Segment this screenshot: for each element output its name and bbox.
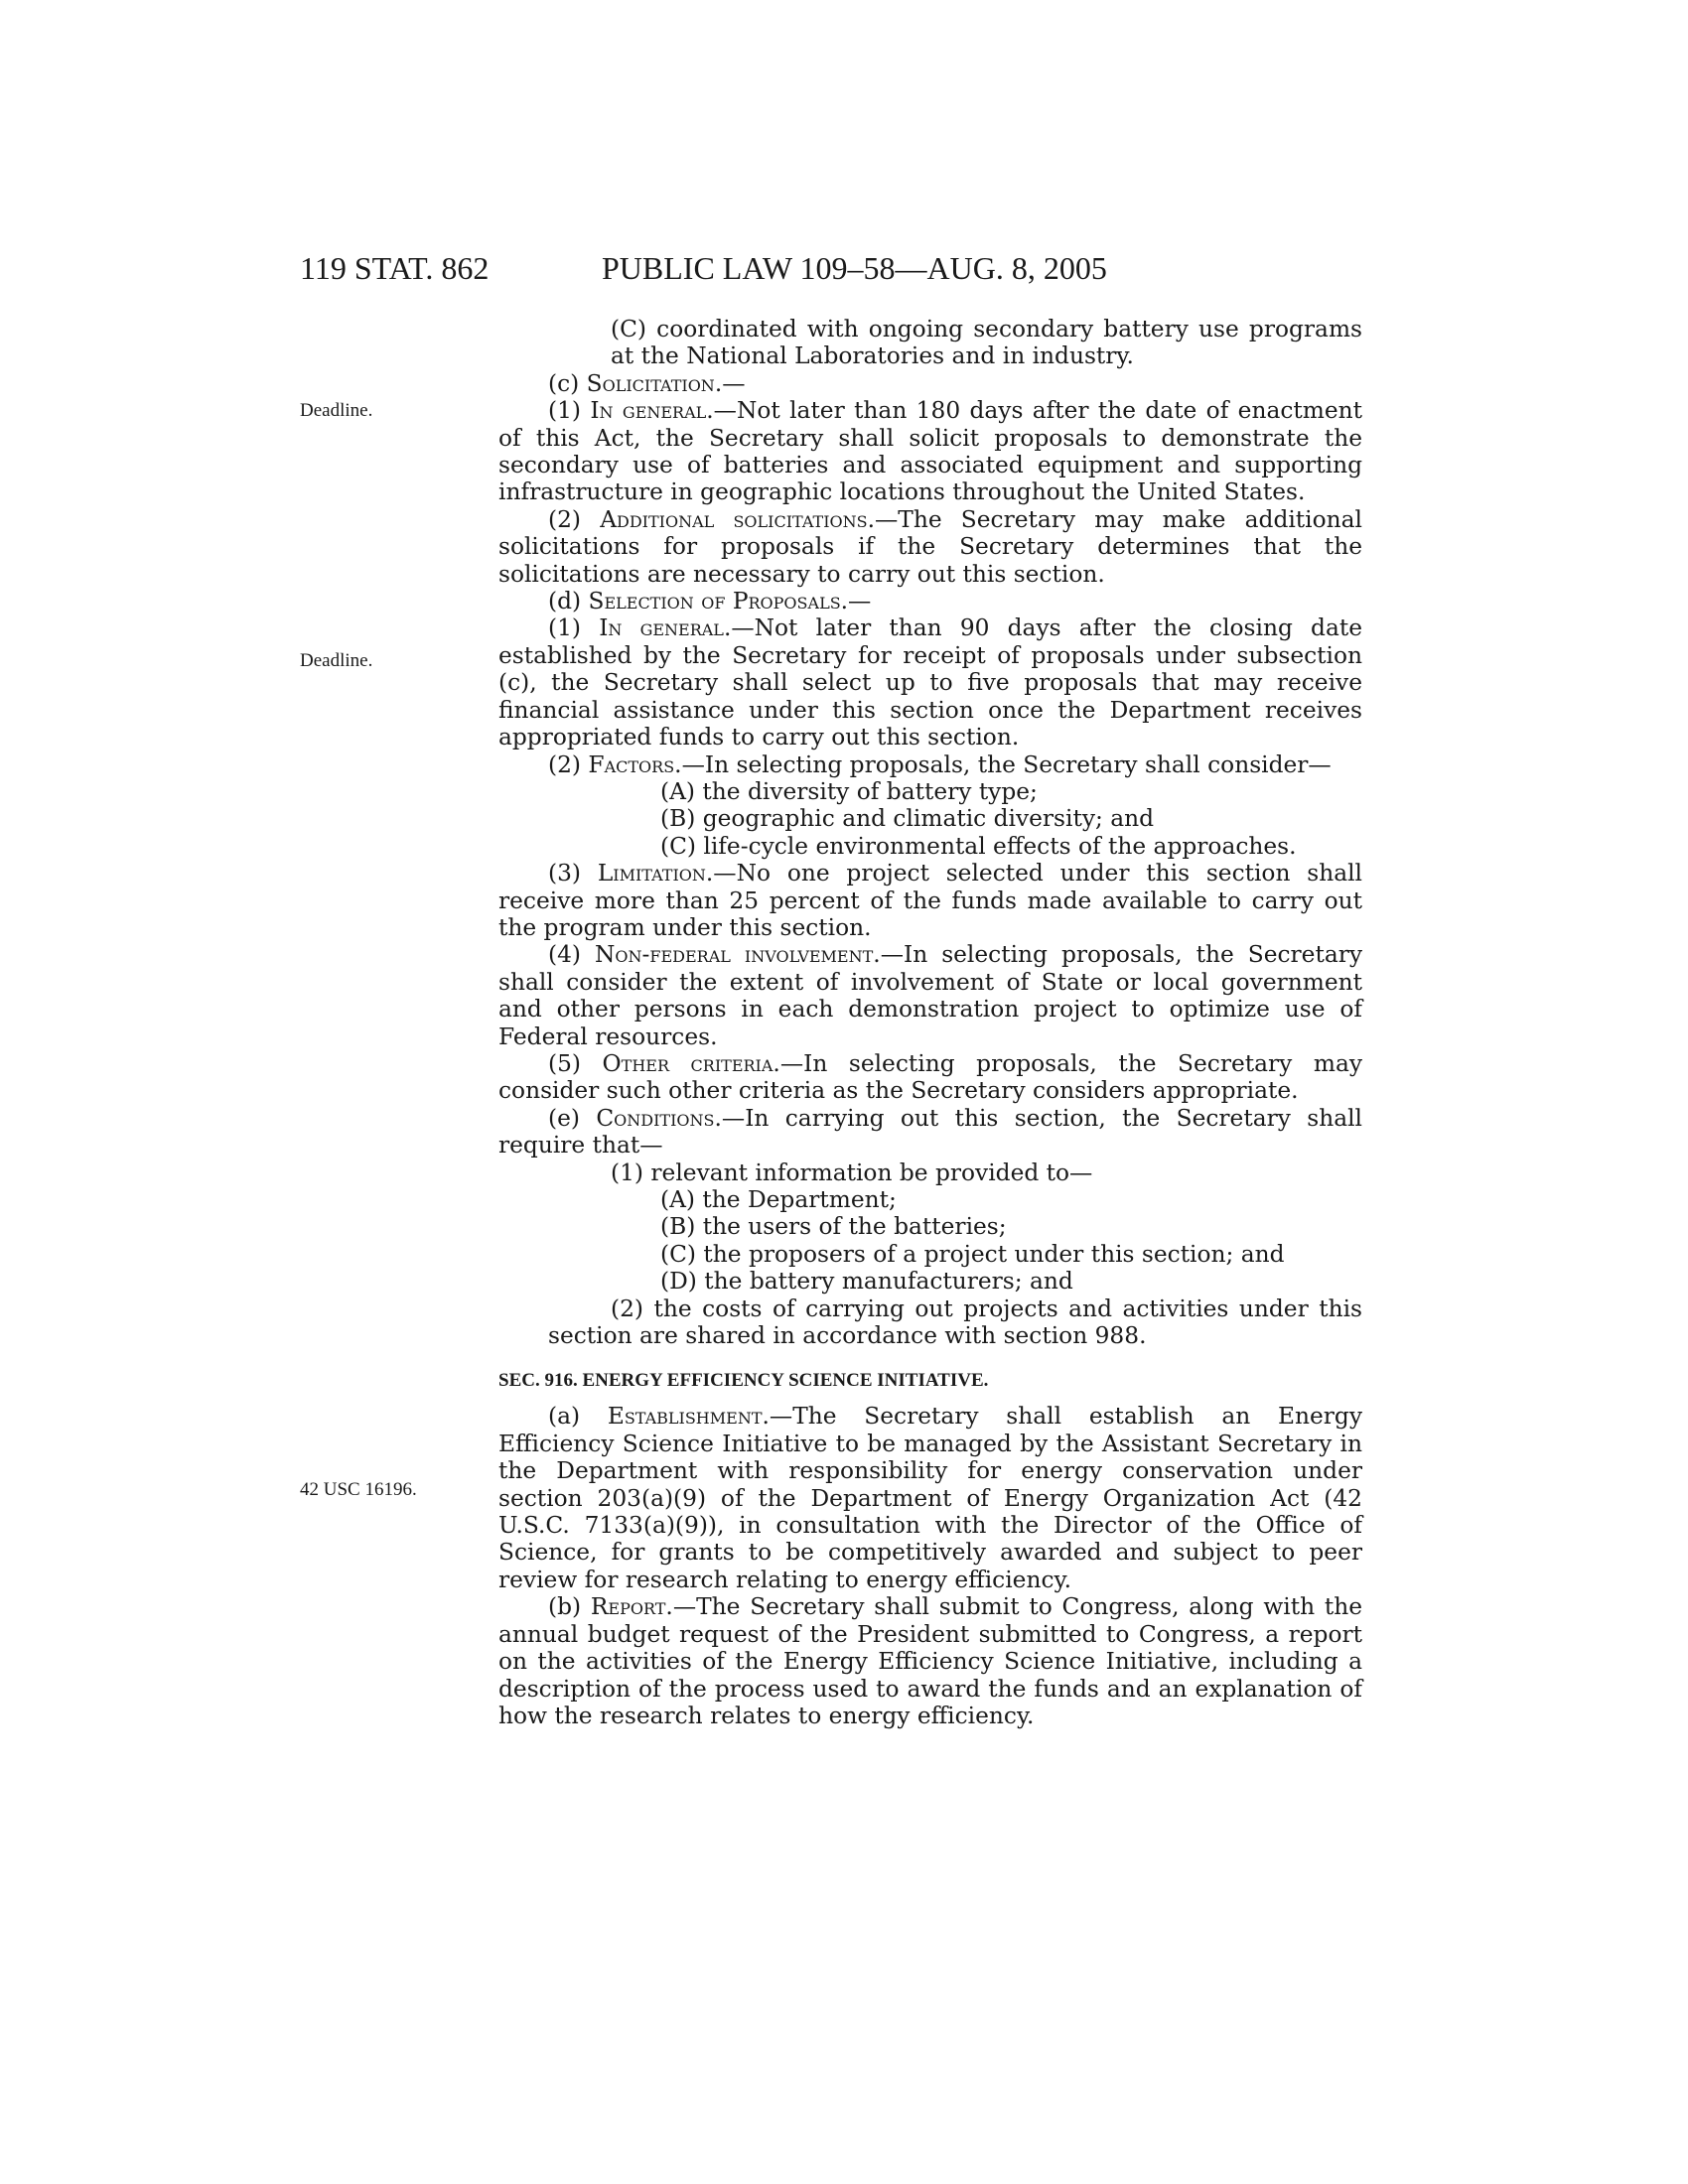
clause-d2-c: (C) life-cycle environmental effects of the approaches. — [660, 832, 1297, 860]
running-title: PUBLIC LAW 109–58—AUG. 8, 2005 — [602, 250, 1107, 286]
clause-d2-b: (B) geographic and climatic diversity; and — [660, 805, 1155, 833]
paragraph-d2: (2) Factors.—In selecting proposals, the Secretary shall consider— — [548, 751, 1332, 778]
paragraph-d5: (5) Other criteria.—In selecting proposals, the Secretary may consider such other criteria as the Secretary considers appropriate. — [498, 1049, 1362, 1105]
paragraph-e1: (1) relevant information be provided to— — [611, 1159, 1093, 1186]
subsection-916-a: (a) Establishment.—The Secretary shall establish an Energy Efficiency Science Initiative to be managed by the Assistant Secretary in the Department with responsibility for energy conservation under section 203(a)(9) of the Department of Energy Organization Act (42 U.S.C. 7133(a)(9)), in consultation with the Director of the Office of Science, for grants to be competitively awarded and subject to peer review for research relating to energy efficiency. — [498, 1403, 1362, 1593]
subsection-d-heading: (d) Selection of Proposals.— — [548, 588, 872, 615]
clause-e1-a: (A) the Department; — [660, 1186, 897, 1213]
section-916-heading: SEC. 916. ENERGY EFFICIENCY SCIENCE INITIATIVE. — [498, 1370, 989, 1392]
paragraph-b-c-coordinated: (C) coordinated with ongoing secondary battery use programs at the National Laboratories and in industry. — [611, 316, 1362, 370]
margin-note-usc-citation: 42 USC 16196. — [300, 1479, 417, 1500]
clause-e1-c: (C) the proposers of a project under this section; and — [660, 1240, 1285, 1268]
stat-page-number: 119 STAT. 862 — [300, 250, 490, 286]
statute-body — [498, 316, 1362, 1729]
paragraph-d3: (3) Limitation.—No one project selected under this section shall receive more than 25 percent of the funds made available to carry out the program under this section. — [498, 860, 1363, 941]
paragraph-c1: (1) In general.—Not later than 180 days after the date of enactment of this Act, the Secretary shall solicit proposals to demonstrate the secondary use of batteries and associated equipment and supporting infrastructure in geographic locations throughout the United States. — [498, 397, 1363, 506]
clause-e1-b: (B) the users of the batteries; — [660, 1213, 1007, 1241]
subsection-916-b: (b) Report.—The Secretary shall submit to Congress, along with the annual budget request of the President submitted to Congress, a report on the activities of the Energy Efficiency Science Initiative, including a description of the process used to award the funds and an explanation of how the research relates to energy efficiency. — [498, 1593, 1363, 1729]
paragraph-d1: (1) In general.—Not later than 90 days after the closing date established by the Secretary for receipt of proposals under subsection (c), the Secretary shall select up to five proposals that may receive financial assistance under this section once the Department receives appropriated funds to carry out this section. — [498, 614, 1363, 751]
margin-note-deadline-2: Deadline. — [300, 650, 373, 671]
page-header — [0, 248, 1688, 288]
paragraph-e2: (2) the costs of carrying out projects and activities under this section are shared in accordance with section 988. — [548, 1295, 1362, 1350]
subsection-c-heading: (c) Solicitation.— — [548, 369, 746, 397]
clause-d2-a: (A) the diversity of battery type; — [660, 777, 1038, 805]
paragraph-d4: (4) Non-federal involvement.—In selecting proposals, the Secretary shall consider the extent of involvement of State or local government and other persons in each demonstration project to optimize use of Federal resources. — [498, 941, 1363, 1050]
subsection-e: (e) Conditions.—In carrying out this section, the Secretary shall require that— — [498, 1104, 1362, 1160]
clause-e1-d: (D) the battery manufacturers; and — [660, 1268, 1073, 1296]
margin-note-deadline-1: Deadline. — [300, 400, 373, 421]
paragraph-c2: (2) Additional solicitations.—The Secretary may make additional solicitations for proposals if the Secretary determines that the solicitations are necessary to carry out this section. — [498, 505, 1362, 588]
